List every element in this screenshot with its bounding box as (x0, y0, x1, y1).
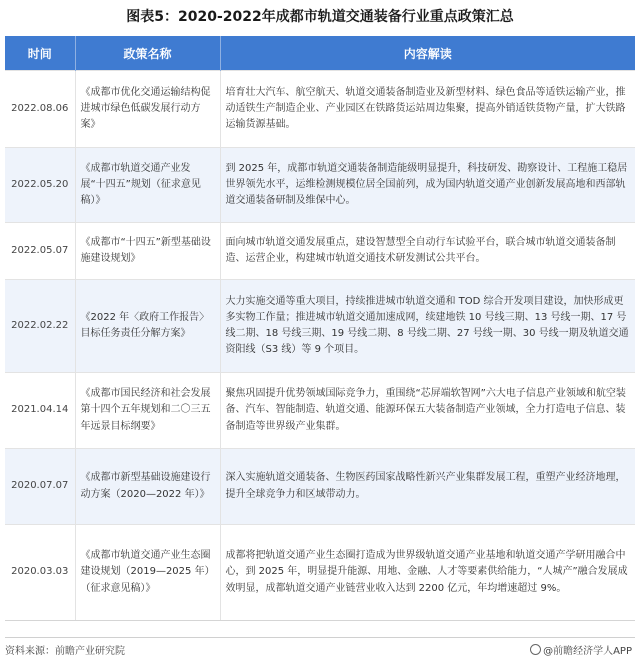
row-content: 面向城市轨道交通发展重点，建设智慧型全自动行车试验平台，联合城市轨道交通装备制造、运营企业，构建城市轨道交通技术研发测试公共平台。 (220, 223, 635, 280)
brand-logo-icon (530, 644, 541, 655)
row-policy-name: 《成都市轨道交通产业发展“十四五”规划（征求意见稿）》 (75, 148, 220, 223)
row-date: 2020.07.07 (5, 449, 75, 525)
row-date: 2022.05.07 (5, 223, 75, 280)
row-content: 培育壮大汽车、航空航天、轨道交通装备制造业及新型材料、绿色食品等适铁运输产业，推动适铁生产制造企业、产业园区在铁路货运站周边集聚，提高外销适铁货物产量，扩大铁路运输货源基础。 (220, 71, 635, 148)
table-header-row (5, 36, 635, 71)
row-content: 成都将把轨道交通产业生态圈打造成为世界级轨道交通产业基地和轨道交通产学研用融合中心，到 2025 年，明显提升能源、用地、金融、人才等要素供给能力，“人城产”融合发展成效明显，成都轨道交通产业链营业收入达到 2200 亿元，年均增速超过 9%。 (220, 525, 635, 621)
table-row (5, 223, 635, 280)
page-title: 图表5：2020-2022年成都市轨道交通装备行业重点政策汇总 (126, 9, 514, 25)
row-date: 2021.04.14 (5, 373, 75, 449)
row-policy-name: 《成都市优化交通运输结构促进城市绿色低碳发展行动方案》 (75, 71, 220, 148)
row-date: 2020.03.03 (5, 525, 75, 621)
row-policy-name: 《成都市国民经济和社会发展第十四个五年规划和二〇三五年远景目标纲要》 (75, 373, 220, 449)
row-content: 聚焦巩固提升优势领域国际竞争力，重围绕“芯屏端软智网”六大电子信息产业领域和航空装备、汽车、智能制造、轨道交通、能源环保五大装备制造产业领域，全力打造电子信息、装备制造等世界级产业集群。 (220, 373, 635, 449)
row-policy-name: 《2022 年〈政府工作报告〉目标任务责任分解方案》 (75, 280, 220, 373)
row-policy-name: 《成都市轨道交通产业生态圈建设规划（2019—2025 年）（征求意见稿）》 (75, 525, 220, 621)
row-content: 深入实施轨道交通装备、生物医药国家战略性新兴产业集群发展工程，重塑产业经济地理，提升全球竞争力和区域带动力。 (220, 449, 635, 525)
column-header-policy: 政策名称 (75, 36, 220, 71)
row-date: 2022.08.06 (5, 71, 75, 148)
row-date: 2022.02.22 (5, 280, 75, 373)
policy-table (5, 36, 635, 621)
table-row (5, 373, 635, 449)
row-policy-name: 《成都市新型基础设施建设行动方案（2020—2022 年）》 (75, 449, 220, 525)
row-policy-name: 《成都市“十四五”新型基础设施建设规划》 (75, 223, 220, 280)
table-row (5, 71, 635, 148)
source-note: 资料来源：前瞻产业研究院 (5, 646, 125, 657)
brand-credit-label: @前瞻经济学人APP (543, 646, 632, 657)
column-header-content: 内容解读 (220, 36, 635, 71)
table-row (5, 280, 635, 373)
row-content: 大力实施交通等重大项目，持续推进城市轨道交通和 TOD 综合开发项目建设，加快形成更多实物工作量；推进城市轨道交通加速成网，续建地铁 10 号线三期、13 号线一期、17 号线二期、18 号线三期、19 号线二期、8 号线二期、27 号线一期、30 号线一期及轨道交通资阳线（S3 线）等 9 个项目。 (220, 280, 635, 373)
row-date: 2022.05.20 (5, 148, 75, 223)
table-row (5, 525, 635, 621)
column-header-time: 时间 (5, 36, 75, 71)
brand-credit (530, 642, 632, 657)
row-content: 到 2025 年，成都市轨道交通装备制造能级明显提升，科技研发、勘察设计、工程施工稳居世界领先水平，运维检测规模位居全国前列，成为国内轨道交通产业创新发展高地和西部轨道交通装备研制及维保中心。 (220, 148, 635, 223)
footer-divider (5, 637, 635, 638)
table-row (5, 148, 635, 223)
table-row (5, 449, 635, 525)
